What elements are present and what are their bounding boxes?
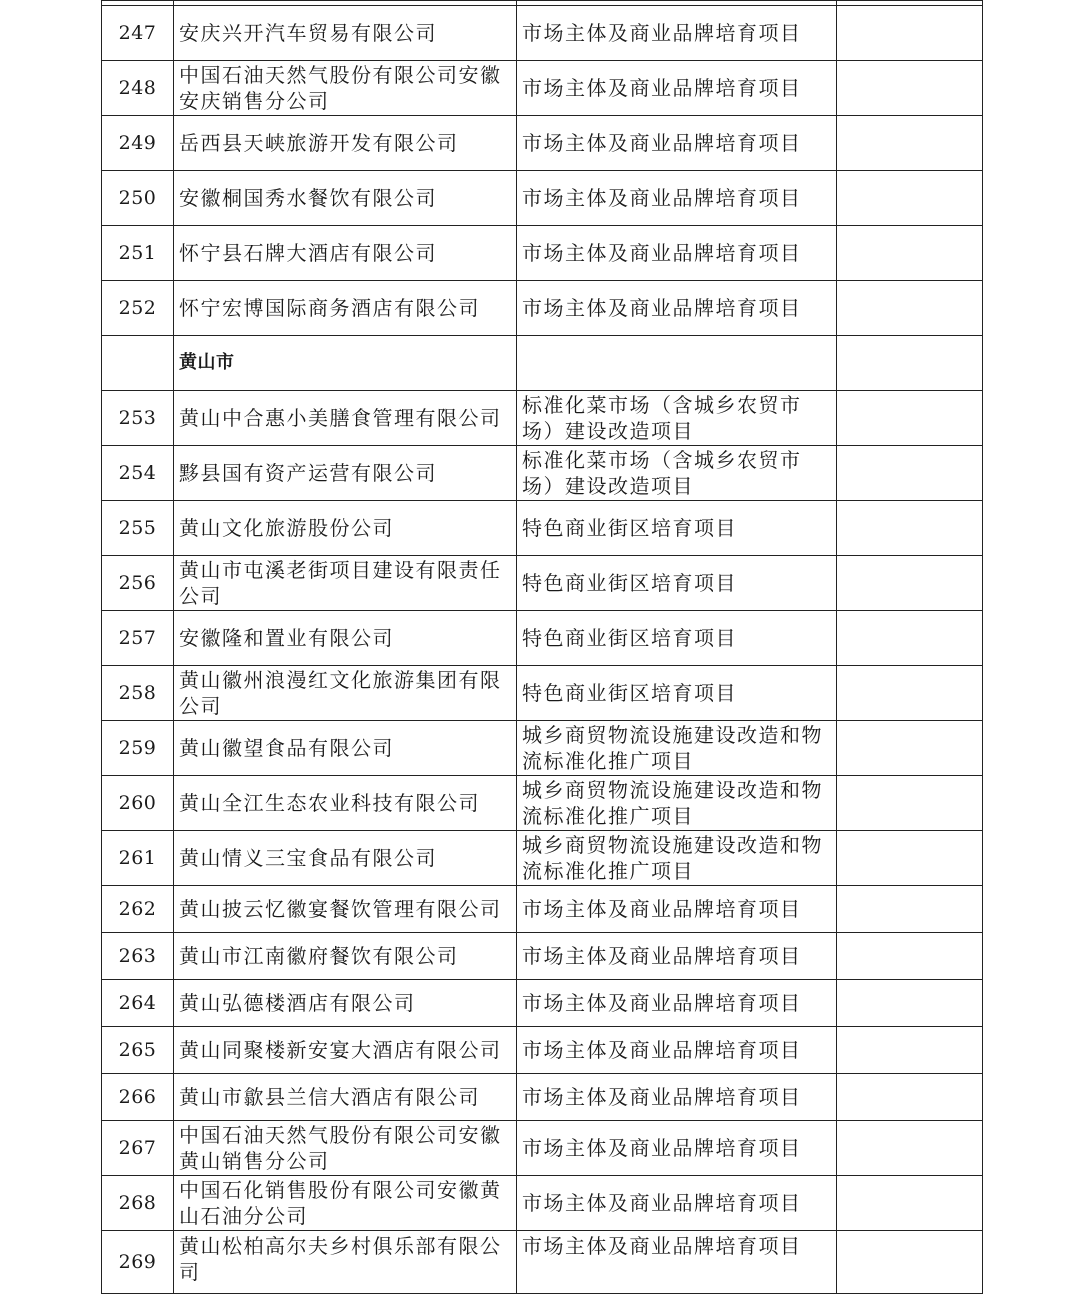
- cell-empty: [837, 933, 983, 980]
- cell-company-name: 怀宁宏博国际商务酒店有限公司: [174, 281, 517, 336]
- cell-number: 257: [102, 611, 174, 666]
- cell-empty: [837, 1027, 983, 1074]
- cell-empty: [837, 556, 983, 611]
- cell-number: 251: [102, 226, 174, 281]
- cell-project-type: 市场主体及商业品牌培育项目: [517, 1176, 837, 1231]
- cell-empty: [837, 1121, 983, 1176]
- cell-company-name: 怀宁县石牌大酒店有限公司: [174, 226, 517, 281]
- cell-project-type: 市场主体及商业品牌培育项目: [517, 226, 837, 281]
- cell-company-name: 黄山中合惠小美膳食管理有限公司: [174, 391, 517, 446]
- cell-project-type: 城乡商贸物流设施建设改造和物流标准化推广项目: [517, 831, 837, 886]
- cell-empty: [837, 501, 983, 556]
- cell-company-name: 安徽桐国秀水餐饮有限公司: [174, 171, 517, 226]
- table-row: [102, 391, 983, 446]
- project-list-table: [101, 0, 983, 1294]
- cell-project-type: 市场主体及商业品牌培育项目: [517, 933, 837, 980]
- cell-number: 250: [102, 171, 174, 226]
- cell-project-type: 市场主体及商业品牌培育项目: [517, 1027, 837, 1074]
- cell-empty: [837, 721, 983, 776]
- table-row: [102, 933, 983, 980]
- table-row: [102, 831, 983, 886]
- cell-company-name: 安徽隆和置业有限公司: [174, 611, 517, 666]
- table-row: [102, 1027, 983, 1074]
- cell-number: 261: [102, 831, 174, 886]
- cell-project-type: 市场主体及商业品牌培育项目: [517, 116, 837, 171]
- cell-project-type: 市场主体及商业品牌培育项目: [517, 886, 837, 933]
- cell-empty: [837, 446, 983, 501]
- cell-project-type: 市场主体及商业品牌培育项目: [517, 281, 837, 336]
- cell-company-name: 黄山文化旅游股份公司: [174, 501, 517, 556]
- cell-number: 254: [102, 446, 174, 501]
- table-row: [102, 226, 983, 281]
- table-row: [102, 556, 983, 611]
- cell-number: 247: [102, 6, 174, 61]
- cell-company-name: 黄山徽望食品有限公司: [174, 721, 517, 776]
- cell-empty: [837, 666, 983, 721]
- cell-empty: [837, 611, 983, 666]
- table-row: [102, 1231, 983, 1294]
- cell-number: 264: [102, 980, 174, 1027]
- table-row: [102, 611, 983, 666]
- cell-project-type: 特色商业街区培育项目: [517, 556, 837, 611]
- cell-number: 269: [102, 1231, 174, 1294]
- cell-empty: [837, 116, 983, 171]
- table-row: [102, 776, 983, 831]
- table-row: [102, 501, 983, 556]
- cell-project-type: 城乡商贸物流设施建设改造和物流标准化推广项目: [517, 776, 837, 831]
- table-row: [102, 281, 983, 336]
- cell-number: 260: [102, 776, 174, 831]
- cell-number: 258: [102, 666, 174, 721]
- cell-empty: [837, 226, 983, 281]
- cell-project-type: 特色商业街区培育项目: [517, 501, 837, 556]
- table-row: [102, 446, 983, 501]
- cell-number: 252: [102, 281, 174, 336]
- table-row: [102, 116, 983, 171]
- cell-empty: [837, 6, 983, 61]
- cell-empty: [837, 391, 983, 446]
- cell-empty: [837, 336, 983, 391]
- cell-empty: [837, 281, 983, 336]
- document-table-page: [101, 0, 982, 1294]
- cell-project-type: 特色商业街区培育项目: [517, 611, 837, 666]
- cell-number: 266: [102, 1074, 174, 1121]
- cell-project-type: 市场主体及商业品牌培育项目: [517, 980, 837, 1027]
- cell-project-type: 市场主体及商业品牌培育项目: [517, 1231, 837, 1294]
- cell-project-type: [517, 336, 837, 391]
- cell-number: [102, 336, 174, 391]
- cell-number: 265: [102, 1027, 174, 1074]
- table-row: [102, 6, 983, 61]
- cell-number: 268: [102, 1176, 174, 1231]
- cell-project-type: 城乡商贸物流设施建设改造和物流标准化推广项目: [517, 721, 837, 776]
- cell-empty: [837, 171, 983, 226]
- cell-project-type: 市场主体及商业品牌培育项目: [517, 6, 837, 61]
- cell-project-type: 市场主体及商业品牌培育项目: [517, 1074, 837, 1121]
- cell-company-name: 黟县国有资产运营有限公司: [174, 446, 517, 501]
- table-body: [102, 1, 983, 1294]
- cell-company-name: 黄山披云忆徽宴餐饮管理有限公司: [174, 886, 517, 933]
- cell-empty: [837, 61, 983, 116]
- table-row: [102, 1176, 983, 1231]
- cell-project-type: 特色商业街区培育项目: [517, 666, 837, 721]
- cell-empty: [837, 831, 983, 886]
- cell-project-type: 市场主体及商业品牌培育项目: [517, 1121, 837, 1176]
- cell-company-name: 安庆兴开汽车贸易有限公司: [174, 6, 517, 61]
- cell-empty: [837, 776, 983, 831]
- cell-project-type: 标准化菜市场（含城乡农贸市场）建设改造项目: [517, 391, 837, 446]
- table-row: [102, 980, 983, 1027]
- cell-number: 256: [102, 556, 174, 611]
- cell-empty: [837, 886, 983, 933]
- cell-company-name: 中国石油天然气股份有限公司安徽黄山销售分公司: [174, 1121, 517, 1176]
- cell-number: 259: [102, 721, 174, 776]
- cell-company-name: 中国石油天然气股份有限公司安徽安庆销售分公司: [174, 61, 517, 116]
- cell-company-name: 岳西县天峡旅游开发有限公司: [174, 116, 517, 171]
- cell-company-name: 黄山市歙县兰信大酒店有限公司: [174, 1074, 517, 1121]
- cell-company-name: 黄山市江南徽府餐饮有限公司: [174, 933, 517, 980]
- table-row: [102, 1074, 983, 1121]
- cell-number: 255: [102, 501, 174, 556]
- cell-company-name: 黄山全江生态农业科技有限公司: [174, 776, 517, 831]
- cell-company-name: 黄山徽州浪漫红文化旅游集团有限公司: [174, 666, 517, 721]
- table-row: [102, 171, 983, 226]
- cell-company-name: 黄山松柏高尔夫乡村俱乐部有限公司: [174, 1231, 517, 1294]
- cell-empty: [837, 1074, 983, 1121]
- cell-number: 263: [102, 933, 174, 980]
- cell-number: 262: [102, 886, 174, 933]
- cell-company-name: 中国石化销售股份有限公司安徽黄山石油分公司: [174, 1176, 517, 1231]
- table-row: [102, 886, 983, 933]
- cell-company-name: 黄山同聚楼新安宴大酒店有限公司: [174, 1027, 517, 1074]
- cell-empty: [837, 1231, 983, 1294]
- cell-company-name: 黄山弘德楼酒店有限公司: [174, 980, 517, 1027]
- cell-project-type: 标准化菜市场（含城乡农贸市场）建设改造项目: [517, 446, 837, 501]
- cell-empty: [837, 1176, 983, 1231]
- cell-empty: [837, 980, 983, 1027]
- table-row: [102, 666, 983, 721]
- cell-number: 248: [102, 61, 174, 116]
- table-row: [102, 1121, 983, 1176]
- cell-project-type: 市场主体及商业品牌培育项目: [517, 61, 837, 116]
- section-title: 黄山市: [174, 336, 517, 391]
- table-section-row: [102, 336, 983, 391]
- cell-project-type: 市场主体及商业品牌培育项目: [517, 171, 837, 226]
- cell-number: 249: [102, 116, 174, 171]
- table-row: [102, 721, 983, 776]
- cell-company-name: 黄山情义三宝食品有限公司: [174, 831, 517, 886]
- cell-company-name: 黄山市屯溪老街项目建设有限责任公司: [174, 556, 517, 611]
- cell-number: 267: [102, 1121, 174, 1176]
- table-row: [102, 61, 983, 116]
- cell-number: 253: [102, 391, 174, 446]
